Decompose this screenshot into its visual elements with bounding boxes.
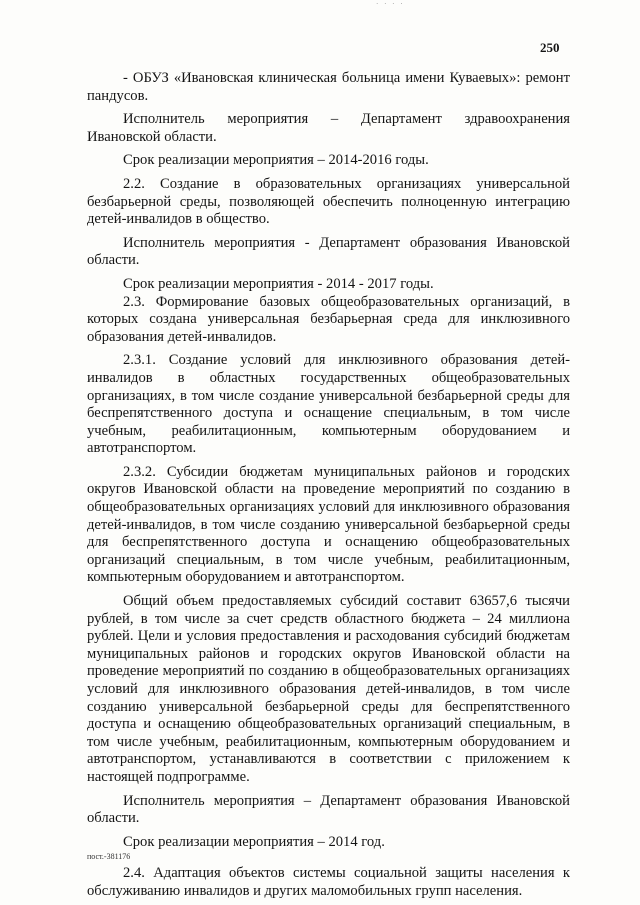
paragraph-2-3: 2.3. Формирование базовых общеобразовательных организаций, в которых создана универсальная безбарьерная среда для инклюзивного образования детей-инвалидов. bbox=[87, 293, 570, 345]
page-number: 250 bbox=[540, 40, 560, 55]
paragraph-term-2014: Срок реализации мероприятия – 2014 год. bbox=[123, 833, 385, 850]
paragraph-term-2014-2016: Срок реализации мероприятия – 2014-2016 годы. bbox=[123, 152, 429, 169]
footer-document-code: пост.-381176 bbox=[87, 852, 131, 861]
paragraph-executor-education: Исполнитель мероприятия - Департамент образования Ивановской области. bbox=[87, 234, 570, 269]
paragraph-executor-education-2: Исполнитель мероприятия – Департамент образования Ивановской области. bbox=[87, 792, 570, 827]
document-body bbox=[87, 70, 570, 901]
paragraph-hospital-ramp: - ОБУЗ «Ивановская клиническая больница имени Куваевых»: ремонт пандусов. bbox=[87, 70, 570, 104]
paragraph-2-3-2: 2.3.2. Субсидии бюджетам муниципальных районов и городских округов Ивановской области на проведение мероприятий по созданию в общеобразовательных организациях условий для инклюзивного образования детей-инвалидов, в том числе созданию универсальной безбарьерной среды для беспрепятственного доступа и оснащению общеобразовательных организаций специальным, в том числе учебным, реабилитационным, компьютерным оборудованием и автотранспортом. bbox=[87, 463, 570, 586]
paragraph-2-3-1: 2.3.1. Создание условий для инклюзивного образования детей-инвалидов в областных государственных общеобразовательных организациях, в том числе создание универсальной безбарьерной среды для беспрепятственного доступа и оснащение специальным, в том числе учебным, реабилитационным, компьютерным оборудованием и автотранспортом. bbox=[87, 352, 570, 457]
paragraph-subsidies-total: Общий объем предоставляемых субсидий составит 63657,6 тысячи рублей, в том числе за счет средств областного бюджета – 24 миллиона рублей. Цели и условия предоставления и расходования субсидий бюджетам муниципальных районов и городских округов Ивановской области на проведение мероприятий по созданию в общеобразовательных организациях условий для инклюзивного образования детей-инвалидов, в том числе созданию универсальной безбарьерной среды для беспрепятственного доступа и оснащению общеобразовательных организаций специальным, в том числе учебным, реабилитационным, компьютерным оборудованием и автотранспортом, устанавливаются в соответствии с приложением к настоящей подпрограмме. bbox=[87, 593, 570, 785]
paragraph-term-2014-2017: Срок реализации мероприятия - 2014 - 2017 годы. bbox=[123, 275, 434, 292]
paragraph-2-4: 2.4. Адаптация объектов системы социальной защиты населения к обслуживанию инвалидов и других маломобильных групп населения. bbox=[87, 865, 570, 899]
paragraph-executor-health: Исполнитель мероприятия – Департамент здравоохранения Ивановской области. bbox=[87, 111, 570, 145]
paragraph-2-2: 2.2. Создание в образовательных организациях универсальной безбарьерной среды, позволяющей обеспечить полноценную интеграцию детей-инвалидов в общество. bbox=[87, 175, 570, 228]
scan-artifact: · · · · bbox=[376, 0, 405, 8]
